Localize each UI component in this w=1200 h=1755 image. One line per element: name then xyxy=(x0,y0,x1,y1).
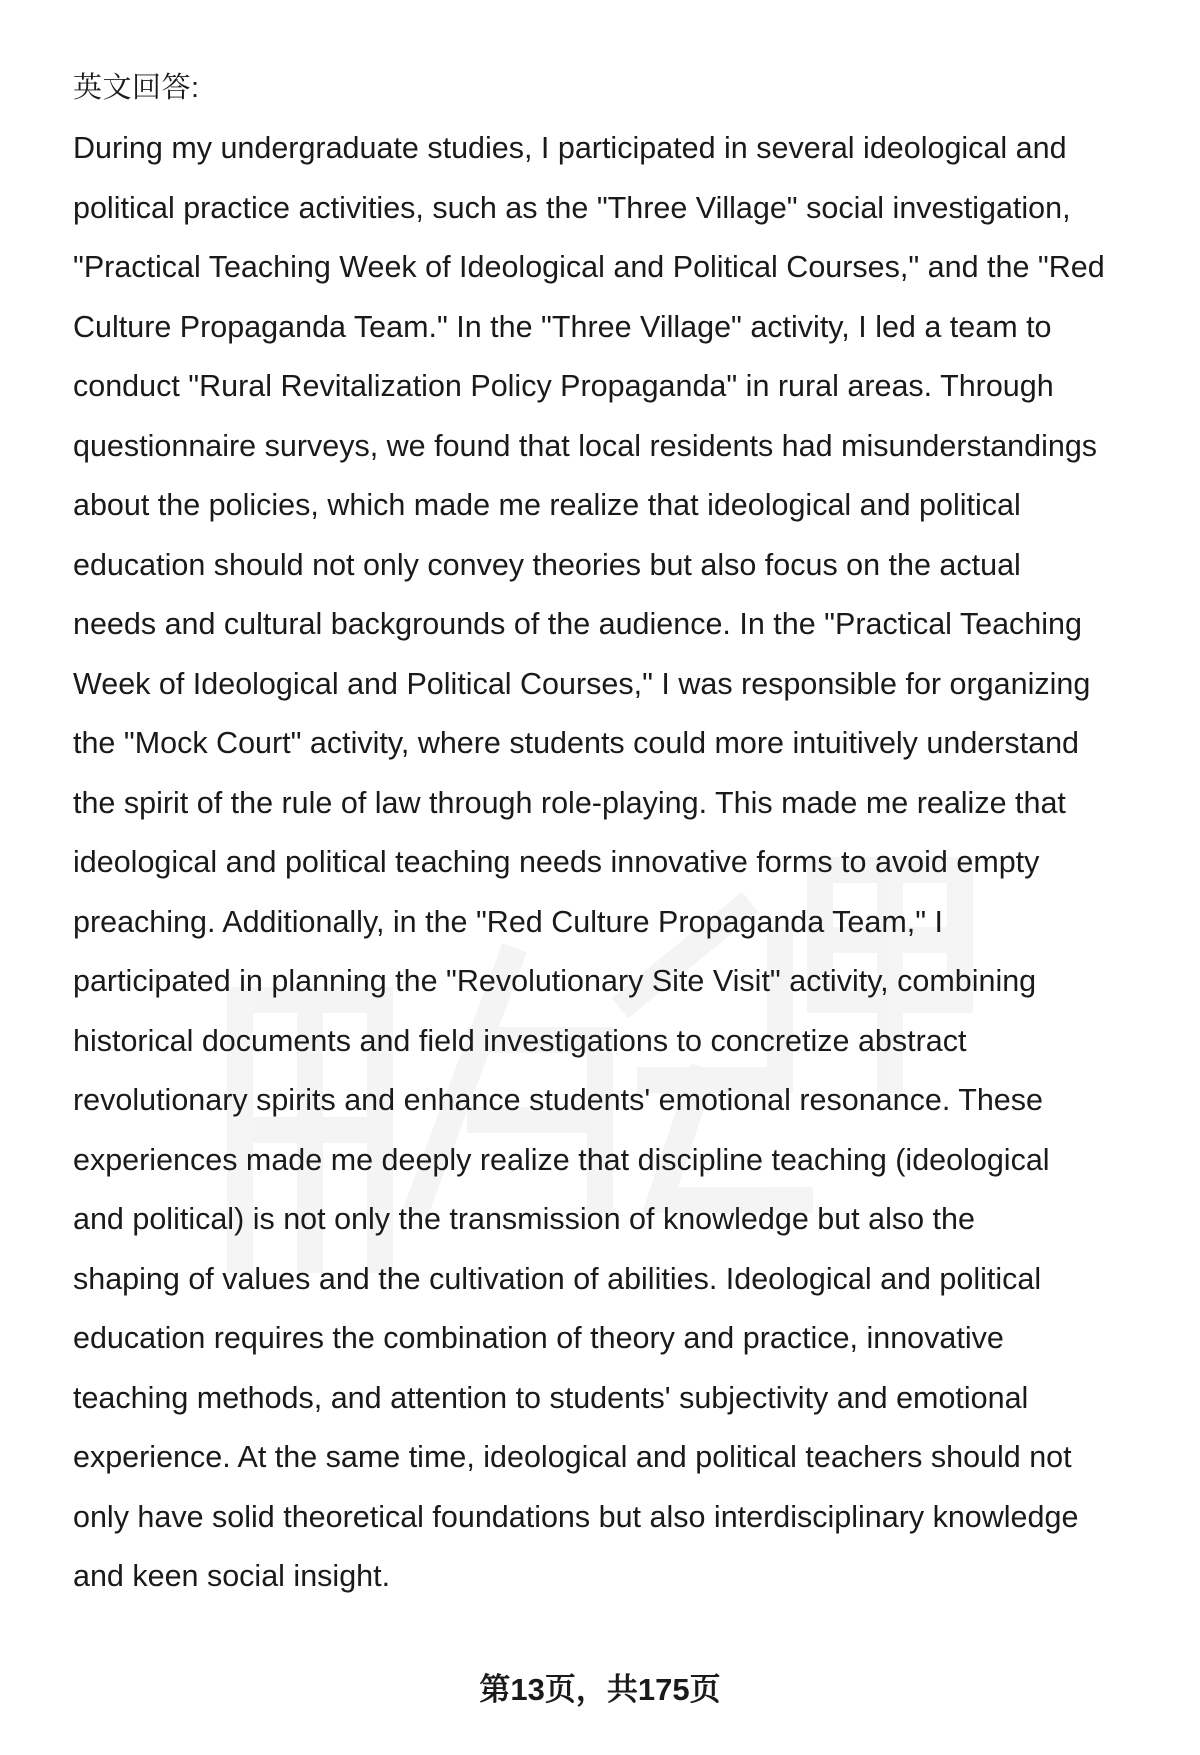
body-line: the spirit of the rule of law through role-playing. This made me realize that xyxy=(73,785,1066,820)
body-line: experience. At the same time, ideological and political teachers should not xyxy=(73,1440,1072,1474)
body-line: preaching. Additionally, in the "Red Culture Propaganda Team," I xyxy=(73,904,943,939)
body-line: Culture Propaganda Team." In the "Three Village" activity, I led a team to xyxy=(73,309,1052,344)
body-line: needs and cultural backgrounds of the audience. In the "Practical Teaching xyxy=(73,607,1082,641)
body-line: political practice activities, such as the "Three Village" social investigation, xyxy=(73,190,1071,225)
body-line: During my undergraduate studies, I participated in several ideological and xyxy=(73,131,1067,165)
answer-body xyxy=(73,119,1163,1607)
body-line: Week of Ideological and Political Courses," I was responsible for organizing xyxy=(73,666,1091,701)
body-line: shaping of values and the cultivation of abilities. Ideological and political xyxy=(73,1261,1042,1296)
body-line: ideological and political teaching needs innovative forms to avoid empty xyxy=(73,845,1040,879)
body-line: education should not only convey theories but also focus on the actual xyxy=(73,547,1021,582)
body-line: and political) is not only the transmission of knowledge but also the xyxy=(73,1202,975,1236)
body-line: "Practical Teaching Week of Ideological and Political Courses," and the "Red xyxy=(73,250,1105,284)
body-line: teaching methods, and attention to students' subjectivity and emotional xyxy=(73,1380,1029,1415)
body-line: the "Mock Court" activity, where students could more intuitively understand xyxy=(73,726,1080,760)
answer-heading: 英文回答: xyxy=(73,72,200,104)
body-line: about the policies, which made me realize that ideological and political xyxy=(73,488,1021,522)
body-line: and keen social insight. xyxy=(73,1559,391,1593)
body-line: only have solid theoretical foundations but also interdisciplinary knowledge xyxy=(73,1499,1079,1534)
body-line: questionnaire surveys, we found that local residents had misunderstandings xyxy=(73,428,1098,463)
body-line: education requires the combination of theory and practice, innovative xyxy=(73,1321,1004,1355)
body-line: revolutionary spirits and enhance students' emotional resonance. These xyxy=(73,1083,1043,1117)
body-line: historical documents and field investigations to concretize abstract xyxy=(73,1023,967,1058)
body-line: participated in planning the "Revolutionary Site Visit" activity, combining xyxy=(73,964,1037,998)
body-line: experiences made me deeply realize that discipline teaching (ideological xyxy=(73,1142,1050,1177)
page-number-footer: 第13页，共175页 xyxy=(479,1672,721,1707)
body-line: conduct "Rural Revitalization Policy Propaganda" in rural areas. Through xyxy=(73,369,1054,403)
